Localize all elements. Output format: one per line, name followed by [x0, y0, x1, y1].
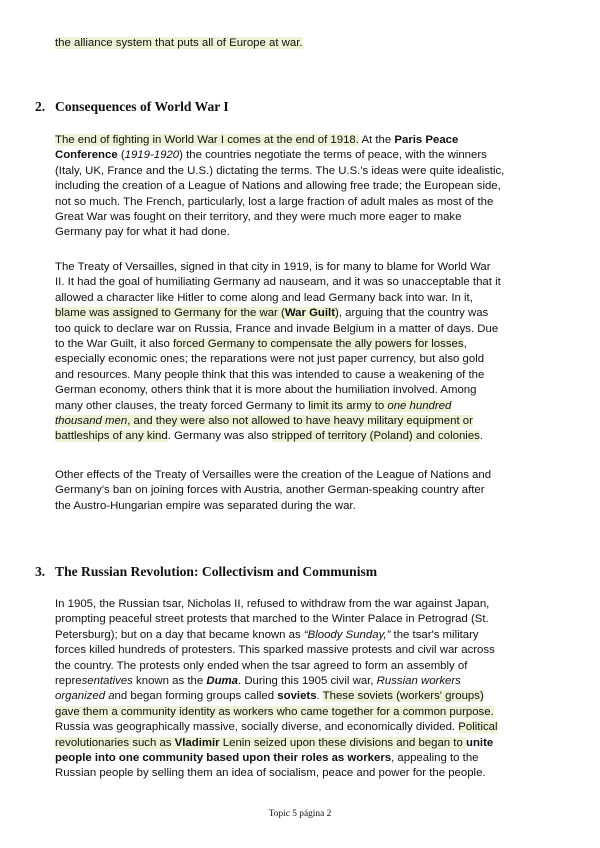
italic-term: 1919-1920 [124, 149, 180, 162]
text-line: Great War was fought on their territory, and they were much more eager to make [55, 210, 462, 223]
text-line: German economy, others think that it is more about the humiliation involved. Among [55, 384, 477, 397]
text-line: Germany's ban on joining forces with Austria, another German-speaking country after [55, 484, 485, 497]
carryover-paragraph [55, 36, 545, 51]
bold-term: War Guilt [284, 307, 336, 320]
bold-term: Conference [55, 149, 118, 162]
highlighted-text: revolutionaries such as [55, 736, 175, 749]
text-run: . [316, 690, 323, 703]
text-line: allowed a character like Hitler to come along and lead Germany back into war. In it, [55, 291, 473, 304]
text-run: , [463, 337, 467, 350]
text-run: known as the [132, 674, 207, 687]
bold-term: Paris Peace [394, 134, 459, 146]
text-line: the Austro-Hungarian empire was separated during the war. [55, 499, 356, 512]
highlighted-text: Political [458, 721, 498, 734]
text-line: The Treaty of Versailles, signed in that city in 1919, is for many to blame for World War [55, 261, 491, 273]
section3-paragraph-1 [55, 597, 545, 782]
text-run: At the [358, 134, 395, 146]
text-line: II. It had the goal of humiliating Germany ad nauseam, and it was so unacceptable that it [55, 276, 501, 289]
text-line: and resources. Many people think that this was intended to cause a weakening of the [55, 368, 485, 381]
text-run: Russia was geographically massive, socially diverse, and economically divided. [55, 721, 459, 734]
section-number: 2. [35, 99, 46, 114]
text-run: the tsar's military [390, 628, 479, 641]
italic-term: organized a [55, 690, 115, 703]
text-run: . Germany was also [167, 430, 272, 443]
text-run: , appealing to the [391, 751, 479, 764]
section2-paragraph-3 [55, 468, 545, 514]
text-line: Russian people by selling them an idea of socialism, peace and power for the people. [55, 767, 486, 780]
italic-term: Russian workers [376, 674, 461, 687]
text-run: repre [55, 674, 82, 687]
bold-term: Vladimir [174, 736, 220, 749]
section-heading-2 [35, 98, 555, 115]
italic-term: sentatives [81, 674, 133, 687]
italic-term: “Bloody Sunday,” [303, 628, 391, 641]
text-run: . During this 1905 civil war, [238, 674, 377, 687]
bold-italic-term: Duma [206, 674, 238, 687]
text-run: . [479, 430, 484, 443]
text-run: to the War Guilt, it also [55, 337, 173, 350]
section-number: 3. [35, 564, 46, 579]
highlighted-text: These soviets (workers' groups) [322, 690, 484, 703]
text-line: forces killed hundreds of protesters. This sparked massive protests and civil war across [55, 644, 495, 657]
text-run: many other clauses, the treaty forced Germany to [55, 399, 309, 412]
text-line: including the creation of a League of Nations and allowing free trade; the European side, [55, 180, 501, 193]
italic-term: thousand men [55, 414, 128, 427]
text-run: , arguing that the country was [338, 307, 489, 320]
highlighted-text: forced Germany to compensate the ally powers for losses [172, 337, 464, 350]
section-title: The Russian Revolution: Collectivism and Communism [55, 564, 378, 579]
text-line: prompting peaceful street protests that marched to the Winter Palace in Petrograd (St. [55, 613, 489, 626]
text-line: Germany pay for what it had done. [55, 226, 230, 239]
section2-paragraph-2 [55, 260, 545, 445]
section-title: Consequences of World War I [55, 99, 229, 114]
text-run: ) the countries negotiate the terms of peace, with the winners [179, 149, 487, 162]
highlighted-text: The end of fighting in World War I comes at the end of 1918. [55, 134, 359, 146]
italic-term: one hundred [387, 399, 452, 412]
text-line: (Italy, UK, France and the U.S.) dictating the terms. The U.S.'s ideas were quite idealistic, [55, 164, 505, 177]
highlighted-text: gave them a community identity as workers who came together for a common purpose. [55, 705, 494, 718]
bold-term: soviets [277, 690, 317, 703]
text-line: In 1905, the Russian tsar, Nicholas II, refused to withdraw from the war against Japan, [55, 598, 490, 610]
text-line: not so much. The French, particularly, lost a large fraction of adult males as most of the [55, 195, 494, 208]
text-line: the country. The protests only ended when the tsar agreed to form an assembly of [55, 659, 468, 672]
text-run: nd began forming groups called [114, 690, 278, 703]
highlighted-text: ) [335, 307, 339, 320]
text-run: ( [117, 149, 125, 162]
text-run: Petersburg); but on a day that became known as [55, 628, 304, 641]
section2-paragraph-1 [55, 133, 545, 241]
bold-term: unite [465, 736, 494, 749]
section-heading-3 [35, 563, 555, 580]
highlighted-text: limit its army to [308, 399, 388, 412]
highlighted-text: battleships of any kind [55, 430, 168, 443]
highlighted-text: stripped of territory (Poland) and colonies [271, 430, 480, 443]
highlighted-text: , and they were also not allowed to have heavy military equipment or [127, 414, 473, 427]
page-footer: Topic 5 página 2 [268, 809, 332, 819]
text-line: Other effects of the Treaty of Versailles were the creation of the League of Nations and [55, 469, 492, 481]
highlighted-text: the alliance system that puts all of Europe at war. [55, 37, 303, 49]
text-line: especially economic ones; the reparations were not just paper currency, but also gold [55, 353, 485, 366]
bold-term: people into one community based upon their roles as workers [55, 751, 392, 764]
highlighted-text: blame was assigned to Germany for the war ( [55, 307, 285, 320]
highlighted-text: Lenin seized upon these divisions and began to [219, 736, 466, 749]
text-line: too quick to declare war on Russia, France and invade Belgium in a matter of days. Due [55, 322, 499, 335]
